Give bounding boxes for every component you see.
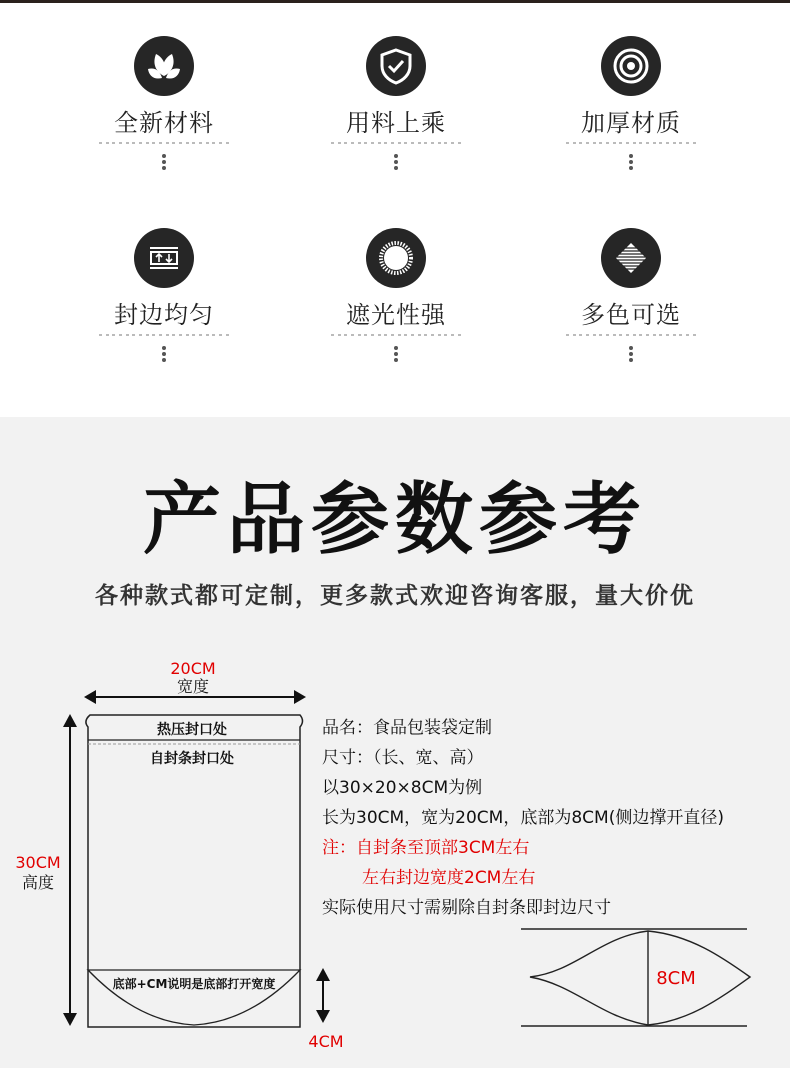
bottom-arrow (316, 968, 330, 1023)
feature-label: 多色可选 (581, 301, 681, 329)
side-gusset (530, 931, 750, 1025)
layers-arrows-icon (134, 228, 194, 288)
spec-example: 以30×20×8CM为例 (322, 778, 483, 798)
leaf-icon (134, 36, 194, 96)
params-section (0, 417, 790, 1068)
spec-actual: 实际使用尺寸需剔除自封条即封边尺寸 (322, 898, 611, 918)
feature-quality-material (296, 36, 496, 172)
feature-subtext (566, 334, 696, 340)
feature-light-blocking (296, 228, 496, 364)
feature-multi-color (531, 228, 731, 364)
concentric-rings-icon (601, 36, 661, 96)
feature-label: 遮光性强 (346, 301, 446, 329)
feature-subtext (331, 142, 461, 148)
feature-label: 用料上乘 (346, 109, 446, 137)
features-section (0, 3, 790, 417)
shield-check-icon (366, 36, 426, 96)
vertical-dots (394, 154, 398, 170)
feature-subtext (99, 142, 229, 148)
feature-label: 封边均匀 (114, 301, 214, 329)
feature-subtext (99, 334, 229, 340)
vertical-dots (629, 154, 633, 170)
vertical-dots (162, 346, 166, 362)
height-label: 高度 (21, 873, 55, 892)
bottom-label: 底部+CM说明是底部打开宽度 (112, 977, 276, 991)
height-arrow (63, 714, 77, 1026)
bottom-value: 4CM (308, 1032, 344, 1051)
vertical-dots (629, 346, 633, 362)
feature-new-material (64, 36, 264, 172)
feature-label: 加厚材质 (581, 109, 681, 137)
side-value: 8CM (656, 968, 696, 989)
spec-note-1: 注：自封条至顶部3CM左右 (322, 838, 530, 858)
width-label: 宽度 (176, 677, 210, 696)
feature-thick-material (531, 36, 731, 172)
sun-burst-icon (366, 228, 426, 288)
vertical-dots (394, 346, 398, 362)
spec-info (322, 713, 724, 923)
feature-subtext (566, 142, 696, 148)
heat-seal-label: 热压封口处 (157, 722, 227, 738)
vertical-dots (162, 154, 166, 170)
striped-diamond-icon (601, 228, 661, 288)
feature-subtext (331, 334, 461, 340)
feature-even-sealing (64, 228, 264, 364)
feature-label: 全新材料 (114, 109, 214, 137)
params-title: 产品参数参考 (142, 475, 647, 565)
spec-detail: 长为30CM，宽为20CM，底部为8CM(侧边撑开直径) (322, 808, 724, 828)
spec-note-2: 左右封边宽度2CM左右 (362, 868, 536, 888)
zipper-label: 自封条封口处 (150, 751, 234, 767)
spec-name: 品名：食品包装袋定制 (322, 718, 492, 738)
height-value: 30CM (15, 853, 61, 872)
width-value: 20CM (170, 659, 216, 678)
spec-size: 尺寸：（长、宽、高） (322, 748, 484, 768)
params-subtitle: 各种款式都可定制，更多款式欢迎咨询客服，量大价优 (95, 583, 695, 609)
